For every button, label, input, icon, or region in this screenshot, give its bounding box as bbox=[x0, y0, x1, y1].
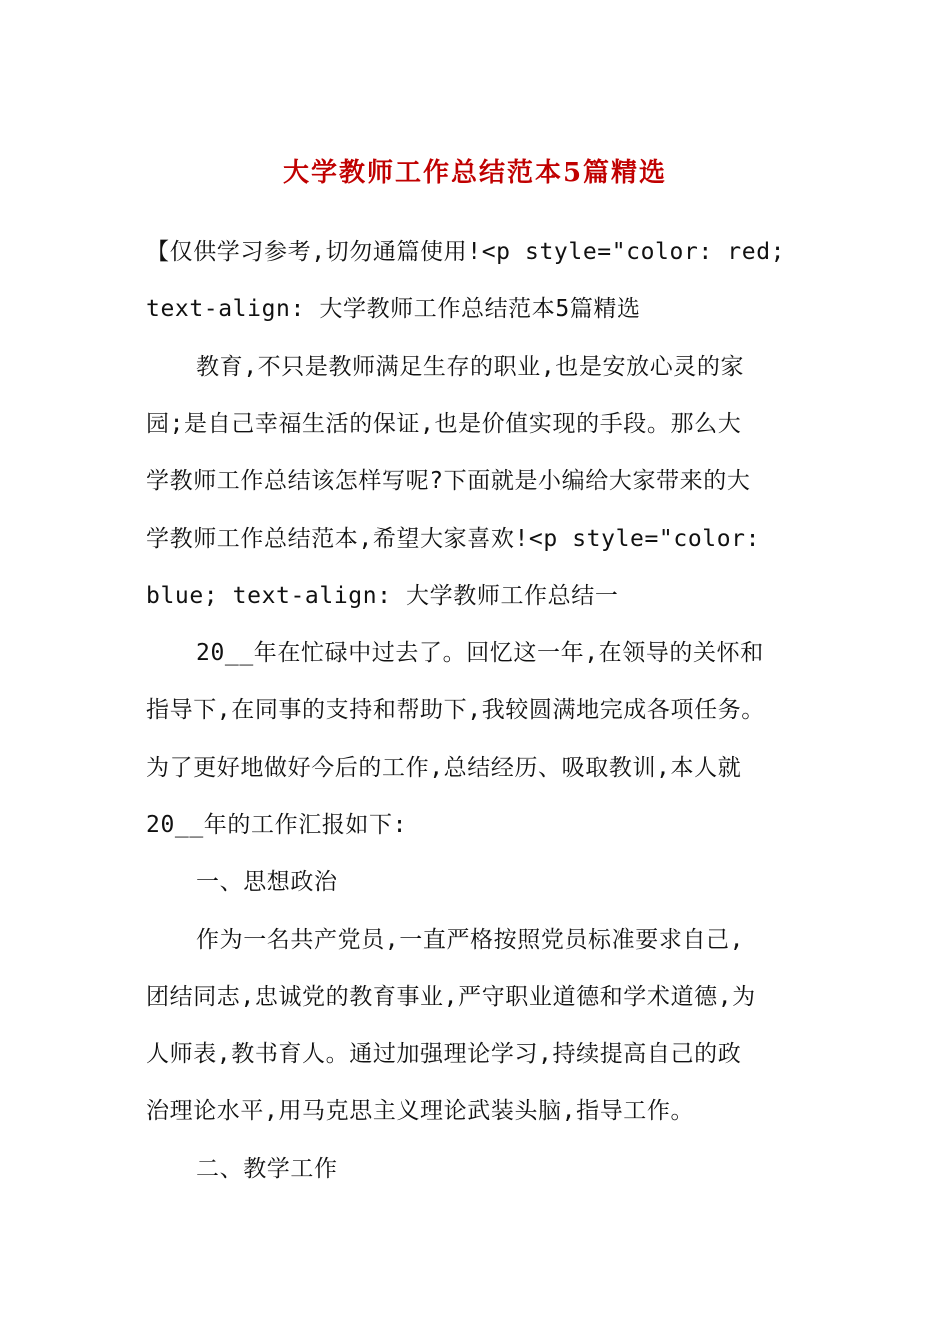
paragraph-line: 20__年在忙碌中过去了。回忆这一年,在领导的关怀和 bbox=[196, 640, 764, 666]
paragraph-line: 20__年的工作汇报如下: bbox=[146, 812, 408, 838]
paragraph-line: 【仅供学习参考,切勿通篇使用!<p style="color: red; bbox=[146, 239, 786, 265]
section-heading: 二、教学工作 bbox=[196, 1156, 338, 1182]
paragraph-line: 学教师工作总结范本,希望大家喜欢!<p style="color: bbox=[146, 526, 761, 552]
paragraph-line: text-align: 大学教师工作总结范本5篇精选 bbox=[146, 296, 641, 322]
paragraph-line: 治理论水平,用马克思主义理论武装头脑,指导工作。 bbox=[146, 1098, 695, 1124]
paragraph-line: 教育,不只是教师满足生存的职业,也是安放心灵的家 bbox=[196, 354, 745, 380]
paragraph-line: 学教师工作总结该怎样写呢?下面就是小编给大家带来的大 bbox=[146, 468, 751, 494]
paragraph-line: 作为一名共产党员,一直严格按照党员标准要求自己, bbox=[196, 927, 745, 953]
paragraph-line: 人师表,教书育人。通过加强理论学习,持续提高自己的政 bbox=[146, 1041, 742, 1067]
paragraph-line: 团结同志,忠诚党的教育事业,严守职业道德和学术道德,为 bbox=[146, 984, 756, 1010]
paragraph-line: 园;是自己幸福生活的保证,也是价值实现的手段。那么大 bbox=[146, 411, 742, 437]
section-heading: 一、思想政治 bbox=[196, 869, 338, 895]
paragraph-line: 指导下,在同事的支持和帮助下,我较圆满地完成各项任务。 bbox=[146, 697, 765, 723]
document-title: 大学教师工作总结范本5篇精选 bbox=[282, 158, 668, 188]
paragraph-line: 为了更好地做好今后的工作,总结经历、吸取教训,本人就 bbox=[146, 755, 742, 781]
paragraph-line: blue; text-align: 大学教师工作总结一 bbox=[146, 583, 619, 609]
